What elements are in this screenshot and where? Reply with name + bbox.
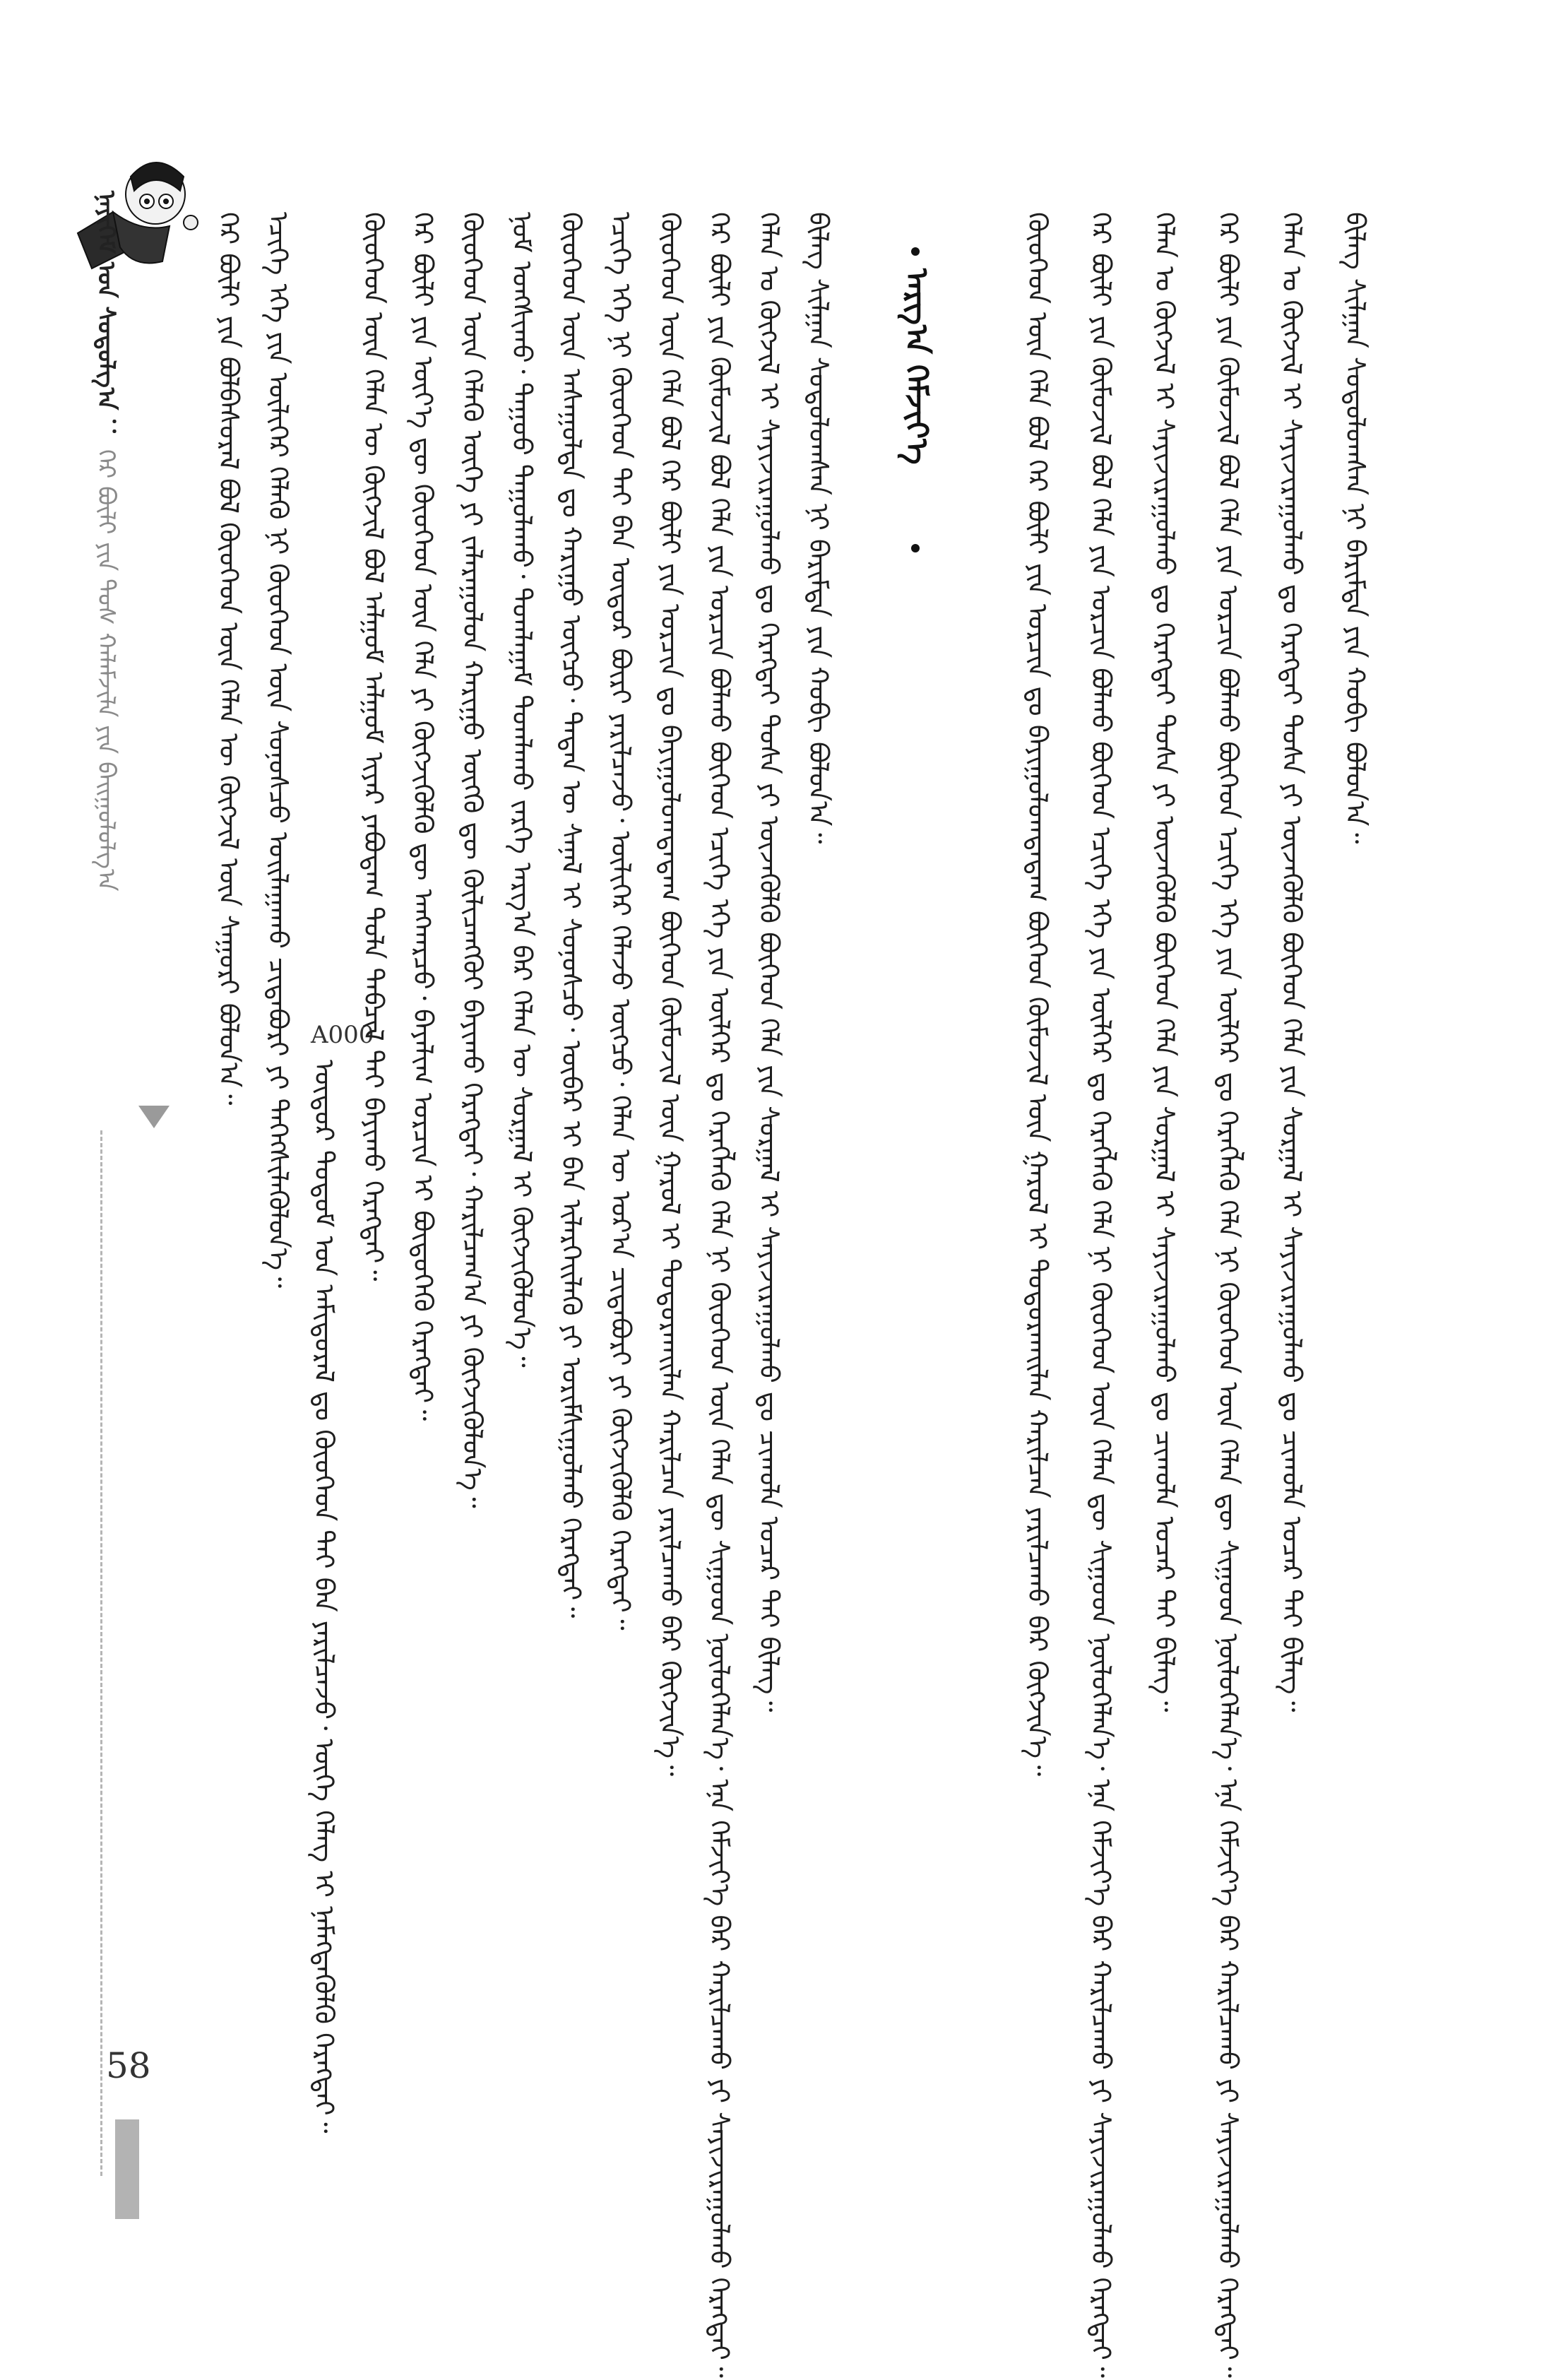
page-number: 58 (106, 2045, 151, 2086)
text-column: ᠬᠦᠦᠬᠡᠳ ᠦᠨ ᠬᠡᠯᠡ ᠪᠣᠯ ᠭᠡᠷ ᠪᠦᠯᠢ ᠶᠢᠨ ᠣᠷᠴᠢᠨ ᠳᠤ ᠪᠠᠶᠢᠭᠤᠯᠤᠭᠳᠠᠳᠠᠭ ᠪᠥᠭᠡᠳ ᠬᠦᠮᠦᠵᠢᠯ ᠦᠨ ᠭᠠᠷᠤᠯ ᠢ ᠲᠣᠳᠤᠷᠬᠠᠢᠯᠠᠨ ᠬᠠᠷᠢᠯᠴᠠᠨ ᠶᠠᠷᠢᠯᠴᠠᠬᠤ ᠪᠡᠷ ᠬᠥᠭᠵᠢᠨ᠎ᠡ᠃ (655, 212, 686, 1777)
triangle-marker-icon (138, 1106, 170, 1128)
text-column: ᠬᠡᠯᠡᠨ ᠤ ᠬᠥᠭᠵᠢᠯ ᠢ ᠰᠠᠶᠢᠵᠢᠷᠠᠭᠤᠯᠬᠤ ᠳᠤ ᠬᠡᠷᠡᠭᠲᠡᠢ ᠲᠤᠰᠠ ᠶᠢ ᠦᠵᠡᠭᠦᠯᠬᠦ ᠪᠥᠭᠡᠳ ᠬᠡᠯᠡ ᠶᠢᠨ ᠰᠤᠷᠭᠠᠯ ᠢ ᠰᠠᠶᠢᠵᠢᠷᠠᠭᠤᠯᠬᠤ ᠳᠤ ᠴᠢᠬᠤᠯᠠ ᠤᠴᠠᠷ ᠲᠠᠢ ᠪᠢᠯᠡᠭ᠃ (1149, 212, 1180, 1712)
text-column: ᠬᠦᠦᠬᠡᠳ ᠦᠨ ᠬᠡᠯᠡᠬᠦ ᠦᠭᠡ ᠶᠢ ᠵᠠᠯᠠᠷᠠᠭᠤᠯᠤᠨ ᠬᠠᠷᠢᠭᠤ ᠥᠭᠬᠦ ᠳᠦ ᠬᠦᠯᠢᠴᠡᠩᠭᠦᠢ ᠪᠠᠶᠢᠬᠤ ᠬᠡᠷᠡᠭᠲᠡᠢ᠂ ᠬᠠᠷᠢᠯᠴᠠᠭ᠎ᠠ ᠶᠢ ᠬᠥᠭᠵᠢᠭᠦᠯᠦᠨ᠎ᠡ᠃ (457, 212, 488, 1508)
text-column: ᠬᠦᠦᠬᠡᠳ ᠦᠨ ᠬᠡᠯᠡ ᠪᠣᠯ ᠭᠡᠷ ᠪᠦᠯᠢ ᠶᠢᠨ ᠣᠷᠴᠢᠨ ᠳᠤ ᠪᠠᠶᠢᠭᠤᠯᠤᠭᠳᠠᠳᠠᠭ ᠪᠥᠭᠡᠳ ᠬᠦᠮᠦᠵᠢᠯ ᠦᠨ ᠭᠠᠷᠤᠯ ᠢ ᠲᠣᠳᠤᠷᠬᠠᠢᠯᠠᠨ ᠬᠠᠷᠢᠯᠴᠠᠨ ᠶᠠᠷᠢᠯᠴᠠᠬᠤ ᠪᠡᠷ ᠬᠥᠭᠵᠢᠨ᠎ᠡ᠃ (1022, 212, 1053, 1777)
section-heading: ᠠᠷᠭ᠎ᠠ ᠬᠡᠮᠵᠢᠶ᠎ᠡ (898, 268, 934, 465)
text-column: ᠨᠣᠮ ᠤᠩᠰᠢᠬᠤ᠂ ᠳᠠᠭᠤᠤ ᠳᠠᠭᠤᠯᠠᠬᠤ᠂ ᠲᠣᠭᠯᠠᠭᠠᠮ ᠲᠣᠭᠯᠠᠬᠤ ᠵᠡᠷᠭᠡ ᠠᠷᠭ᠎ᠠ ᠪᠡᠷ ᠬᠡᠯᠡᠨ ᠦ ᠰᠤᠷᠭᠠᠯ ᠢ ᠬᠥᠭᠵᠢᠭᠦᠯᠦᠨ᠎ᠡ᠃ (506, 212, 537, 1368)
text-column: ᠭᠡᠷ ᠪᠦᠯᠢ ᠶᠢᠨ ᠬᠦᠮᠦᠵᠢᠯ ᠪᠣᠯ ᠬᠡᠯᠡ ᠶᠢᠨ ᠣᠷᠴᠢᠨ ᠪᠣᠯᠬᠤ ᠪᠥᠭᠡᠳ ᠡᠴᠢᠭᠡ ᠡᠬᠡ ᠶᠢᠨ ᠦᠯᠭᠡᠷ ᠳᠤ ᠬᠡᠷᠡᠭᠯᠡᠬᠦ ᠬᠡᠯᠡ ᠨᠢ ᠬᠦᠦᠬᠡᠳ ᠦᠨ ᠬᠡᠯᠡᠨ ᠳᠦ ᠰᠢᠭᠤᠳ ᠨᠥᠯᠦᠭᠡᠯᠡᠨ᠎ᠡ᠂ ᠡᠨᠡ ᠬᠡᠮᠵᠢᠶ᠎ᠡ ᠪᠡᠷ ᠬᠠᠷᠢᠯᠴᠠᠬᠤ ᠶᠢ ᠰᠠᠶᠢᠵᠢᠷᠠᠭᠤᠯᠬᠤ ᠬᠡᠷᠡᠭᠲᠡᠢ᠃ (1086, 212, 1117, 2378)
bullet-icon (911, 544, 920, 552)
dashed-divider (100, 1130, 102, 2176)
text-column: ᠭᠡᠷ ᠪᠦᠯᠢ ᠶᠢᠨ ᠬᠦᠮᠦᠵᠢᠯ ᠪᠣᠯ ᠬᠡᠯᠡ ᠶᠢᠨ ᠣᠷᠴᠢᠨ ᠪᠣᠯᠬᠤ ᠪᠥᠭᠡᠳ ᠡᠴᠢᠭᠡ ᠡᠬᠡ ᠶᠢᠨ ᠦᠯᠭᠡᠷ ᠳᠤ ᠬᠡᠷᠡᠭᠯᠡᠬᠦ ᠬᠡᠯᠡ ᠨᠢ ᠬᠦᠦᠬᠡᠳ ᠦᠨ ᠬᠡᠯᠡᠨ ᠳᠦ ᠰᠢᠭᠤᠳ ᠨᠥᠯᠦᠭᠡᠯᠡᠨ᠎ᠡ᠂ ᠡᠨᠡ ᠬᠡᠮᠵᠢᠶ᠎ᠡ ᠪᠡᠷ ᠬᠠᠷᠢᠯᠴᠠᠬᠤ ᠶᠢ ᠰᠠᠶᠢᠵᠢᠷᠠᠭᠤᠯᠬᠤ ᠬᠡᠷᠡᠭᠲᠡᠢ᠃ (1213, 212, 1244, 2378)
running-header (85, 191, 127, 892)
text-column: ᠡᠴᠢᠭᠡ ᠡᠬᠡ ᠨᠢ ᠬᠦᠦᠬᠡᠳ ᠲᠡᠢ ᠪᠡᠨ ᠥᠳᠦᠷ ᠪᠦᠷᠢ ᠶᠠᠷᠢᠯᠴᠠᠵᠤ᠂ ᠦᠯᠢᠭᠡᠷ ᠬᠡᠯᠡᠵᠦ ᠥᠭᠴᠦ᠂ ᠬᠡᠯᠡᠨ ᠦ ᠤᠷ᠎ᠠ ᠴᠢᠳᠠᠪᠤᠷᠢ ᠶᠢ ᠬᠥᠭᠵᠢᠭᠦᠯᠬᠦ ᠬᠡᠷᠡᠭᠲᠡᠢ᠃ (605, 212, 636, 1631)
text-column: ᠭᠡᠷ ᠪᠦᠯᠢ ᠶᠢᠨ ᠪᠣᠯᠪᠠᠰᠤᠷᠠᠯ ᠪᠣᠯ ᠬᠦᠦᠬᠡᠳ ᠦᠨ ᠬᠡᠯᠡᠨ ᠦ ᠬᠥᠭᠵᠢᠯ ᠦᠨ ᠰᠠᠭᠤᠷᠢ ᠪᠣᠯᠤᠨ᠎ᠠ᠃ (213, 212, 244, 1106)
text-column: ᠪᠢᠯᠡᠭ ᠰᠢᠯᠭᠠᠨ ᠰᠤᠳᠤᠯᠤᠭᠰᠠᠨ ᠨᠢ ᠪᠠᠷᠢᠮᠲᠠ ᠶᠢᠨ ᠬᠤᠪᠢ ᠪᠣᠯᠤᠨ᠎ᠠ᠃ (1340, 212, 1371, 844)
text-column: ᠥᠳᠦᠷ ᠲᠤᠲᠤᠮ ᠤᠨ ᠠᠮᠢᠳᠤᠷᠠᠯ ᠳᠤ ᠬᠦᠦᠬᠡᠳ ᠲᠡᠢ ᠪᠡᠨ ᠶᠠᠷᠢᠯᠴᠠᠵᠤ᠂ ᠦᠭᠡ ᠬᠡᠯᠡᠭ ᠢ ᠨᠡᠮᠡᠭᠳᠡᠭᠦᠯᠬᠦ ᠬᠡᠷᠡᠭᠲᠡᠢ᠃ (309, 1060, 340, 2134)
header-title: ᠨᠡᠶᠢᠭᠡᠮ ᠤᠨ ᠰᠤᠳᠤᠯᠭ᠎ᠠ (92, 191, 120, 410)
text-column: ᠭᠡᠷ ᠪᠦᠯᠢ ᠶᠢᠨ ᠦᠶ᠎ᠡ ᠳᠦ ᠬᠦᠦᠬᠡᠳ ᠦᠨ ᠬᠡᠯᠡ ᠶᠢ ᠬᠥᠭᠵᠢᠭᠦᠯᠬᠦ ᠳᠦ ᠠᠩᠬᠠᠷᠴᠤ᠂ ᠪᠠᠶᠠᠯᠢᠭ ᠣᠷᠴᠢᠨ ᠢ ᠪᠦᠲᠦᠭᠡᠬᠦ ᠬᠡᠷᠡᠭᠲᠡᠢ᠃ (408, 212, 439, 1421)
bullet-icon (911, 247, 920, 256)
text-column: ᠬᠡᠯᠡᠨ ᠤ ᠬᠥᠭᠵᠢᠯ ᠢ ᠰᠠᠶᠢᠵᠢᠷᠠᠭᠤᠯᠬᠤ ᠳᠤ ᠬᠡᠷᠡᠭᠲᠡᠢ ᠲᠤᠰᠠ ᠶᠢ ᠦᠵᠡᠭᠦᠯᠬᠦ ᠪᠥᠭᠡᠳ ᠬᠡᠯᠡ ᠶᠢᠨ ᠰᠤᠷᠭᠠᠯ ᠢ ᠰᠠᠶᠢᠵᠢᠷᠠᠭᠤᠯᠬᠤ ᠳᠤ ᠴᠢᠬᠤᠯᠠ ᠤᠴᠠᠷ ᠲᠠᠢ ᠪᠢᠯᠡᠭ᠃ (1276, 212, 1307, 1712)
text-column: ᠬᠦᠦᠬᠡᠳ ᠦᠨ ᠬᠡᠯᠡᠨ ᠦ ᠬᠥᠭᠵᠢᠯ ᠪᠣᠯ ᠠᠯᠭᠤᠮ ᠠᠯᠭᠤᠮ ᠢᠶᠠᠷ ᠶᠠᠪᠤᠳᠠᠭ ᠲᠤᠯᠠ ᠲᠡᠪᠴᠢᠯ ᠲᠡᠢ ᠪᠠᠶᠢᠬᠤ ᠬᠡᠷᠡᠭᠲᠡᠢ᠃ (358, 212, 389, 1282)
text-column: ᠬᠡᠯᠡᠨ ᠤ ᠬᠥᠭᠵᠢᠯ ᠢ ᠰᠠᠶᠢᠵᠢᠷᠠᠭᠤᠯᠬᠤ ᠳᠤ ᠬᠡᠷᠡᠭᠲᠡᠢ ᠲᠤᠰᠠ ᠶᠢ ᠦᠵᠡᠭᠦᠯᠬᠦ ᠪᠥᠭᠡᠳ ᠬᠡᠯᠡ ᠶᠢᠨ ᠰᠤᠷᠭᠠᠯ ᠢ ᠰᠠᠶᠢᠵᠢᠷᠠᠭᠤᠯᠬᠤ ᠳᠤ ᠴᠢᠬᠤᠯᠠ ᠤᠴᠠᠷ ᠲᠠᠢ ᠪᠢᠯᠡᠭ᠃ (754, 212, 785, 1712)
text-column: ᠪᠢᠯᠡᠭ ᠰᠢᠯᠭᠠᠨ ᠰᠤᠳᠤᠯᠤᠭᠰᠠᠨ ᠨᠢ ᠪᠠᠷᠢᠮᠲᠠ ᠶᠢᠨ ᠬᠤᠪᠢ ᠪᠣᠯᠤᠨ᠎ᠠ᠃ (803, 212, 834, 844)
header-subtitle: ᠭᠡᠷ ᠪᠦᠯᠢ ᠶᠢᠨ ᠲᠤᠰ ᠬᠠᠯᠠᠮᠵᠢᠯᠠ ᠶᠢᠨ ᠪᠠᠢᠭᠤᠯᠤᠯᠭ᠎ᠠ (92, 449, 120, 892)
text-column: ᠡᠴᠢᠭᠡ ᠡᠬᠡ ᠶᠢᠨ ᠦᠯᠢᠭᠡᠷ ᠬᠡᠯᠡᠬᠦ ᠨᠢ ᠬᠦᠦᠬᠡᠳ ᠦᠨ ᠰᠣᠨᠣᠰᠴᠤ ᠣᠢᠯᠠᠭᠠᠬᠤ ᠴᠢᠳᠠᠪᠤᠷᠢ ᠶᠢ ᠳᠡᠭᠡᠭᠰᠢᠯᠡᠭᠦᠯᠦᠨ᠎ᠡ᠃ (263, 212, 294, 1289)
text-column: ᠬᠦᠦᠬᠡᠳ ᠦᠨ ᠠᠰᠠᠭᠤᠯᠲᠠ ᠳᠤ ᠬᠠᠷᠢᠭᠤ ᠥᠭᠴᠦ᠂ ᠲᠡᠳᠡᠨ ᠦ ᠰᠠᠨᠠᠯ ᠢ ᠰᠣᠨᠣᠰᠴᠤ᠂ ᠥᠪᠡᠷ ᠢ ᠪᠡᠨ ᠢᠯᠡᠷᠬᠡᠢᠯᠡᠬᠦ ᠶᠢ ᠤᠷᠢᠮᠰᠢᠭᠤᠯᠬᠤ ᠬᠡᠷᠡᠭᠲᠡᠢ᠃ (556, 212, 587, 1619)
text-column: ᠭᠡᠷ ᠪᠦᠯᠢ ᠶᠢᠨ ᠬᠦᠮᠦᠵᠢᠯ ᠪᠣᠯ ᠬᠡᠯᠡ ᠶᠢᠨ ᠣᠷᠴᠢᠨ ᠪᠣᠯᠬᠤ ᠪᠥᠭᠡᠳ ᠡᠴᠢᠭᠡ ᠡᠬᠡ ᠶᠢᠨ ᠦᠯᠭᠡᠷ ᠳᠤ ᠬᠡᠷᠡᠭᠯᠡᠬᠦ ᠬᠡᠯᠡ ᠨᠢ ᠬᠦᠦᠬᠡᠳ ᠦᠨ ᠬᠡᠯᠡᠨ ᠳᠦ ᠰᠢᠭᠤᠳ ᠨᠥᠯᠦᠭᠡᠯᠡᠨ᠎ᠡ᠂ ᠡᠨᠡ ᠬᠡᠮᠵᠢᠶ᠎ᠡ ᠪᠡᠷ ᠬᠠᠷᠢᠯᠴᠠᠬᠤ ᠶᠢ ᠰᠠᠶᠢᠵᠢᠷᠠᠭᠤᠯᠬᠤ ᠬᠡᠷᠡᠭᠲᠡᠢ᠃ (704, 212, 735, 2378)
page-edge-tab (115, 2119, 139, 2219)
inline-number: A000 (311, 1021, 374, 1049)
header-colon: ： (92, 418, 120, 442)
